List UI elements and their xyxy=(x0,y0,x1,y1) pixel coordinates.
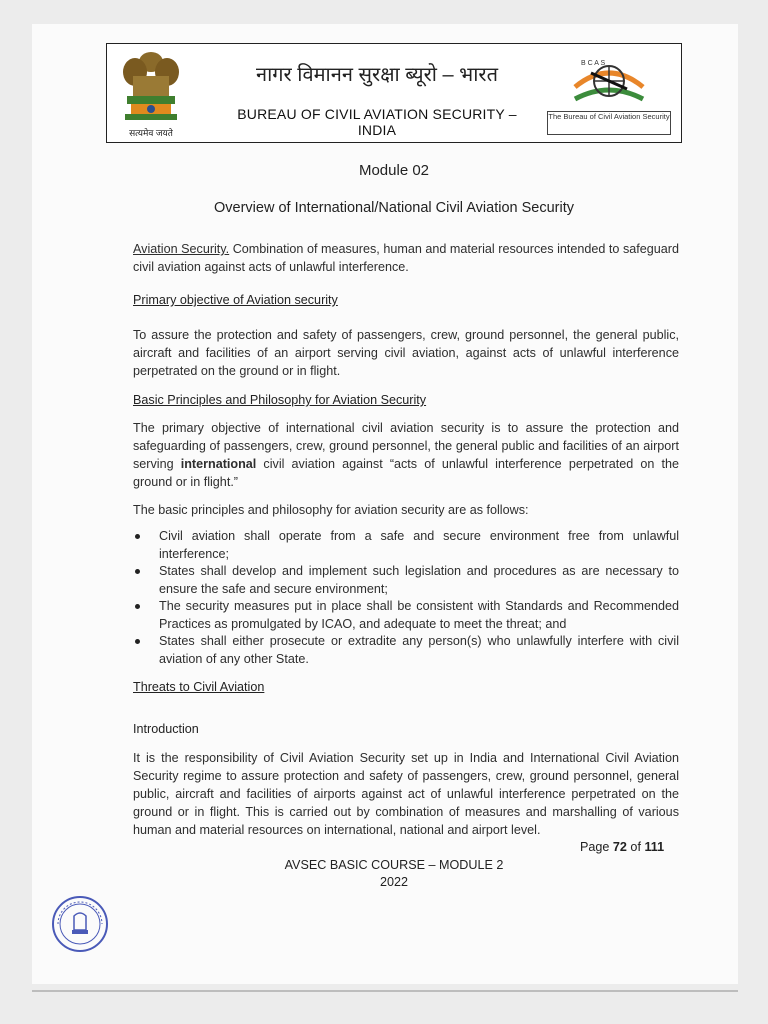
list-item-text: States shall develop and implement such legislation and procedures as are necessary to ensure the safe and secure environment; xyxy=(159,564,679,596)
bcas-logo xyxy=(545,51,673,137)
basic-principles-text-bold: international xyxy=(180,457,257,471)
primary-objective-text: To assure the protection and safety of passengers, crew, ground personnel, the general public, aircraft and facilities of an airport serving civil aviation, against acts of unlawful interference perpetrated on the ground or in flight. xyxy=(133,328,679,378)
document-page xyxy=(32,24,738,984)
list-item-text: Civil aviation shall operate from a safe and secure environment free from unlawful interference; xyxy=(159,529,679,561)
basic-principles-text-start: The primary objective of international civil aviation security is to assure the protection and safeguarding of passengers, crew, ground personnel, the general public and facilities of an airport serving xyxy=(133,421,679,471)
page-total: 111 xyxy=(644,840,665,854)
principles-intro: The basic principles and philosophy for aviation security are as follows: xyxy=(133,503,529,517)
aviation-security-term: Aviation Security. xyxy=(133,242,230,256)
hindi-title: नागर विमानन सुरक्षा ब्यूरो – भारत xyxy=(256,64,498,86)
bcas-globe-icon xyxy=(545,51,673,111)
svg-text:B C A S: B C A S xyxy=(581,60,606,67)
list-item xyxy=(133,598,679,633)
basic-principles-text-end: civil aviation against “acts of unlawful interference perpetrated on the ground or in flight.” xyxy=(133,457,679,489)
list-item-text: The security measures put in place shall be consistent with Standards and Recommended Practices as promulgated by ICAO, and adequate to meet the threat; and xyxy=(159,599,679,631)
basic-principles-text xyxy=(133,419,679,491)
bullet-icon xyxy=(135,534,140,539)
logo-caption: The Bureau of Civil Aviation Security xyxy=(547,111,671,135)
page-current: 72 xyxy=(612,840,627,854)
footer-year: 2022 xyxy=(379,875,409,889)
introduction-text: It is the responsibility of Civil Aviation Security set up in India and International Civil Aviation Security regime to assure protection and safety of passengers, crew, ground personnel, general public, aircraft and facilities of airports against act of unlawful interference perpetrated on the ground or in flight. This is carried out by combination of measures and marshalling of various human and material resources on international, national and airport level. xyxy=(133,751,679,837)
bullet-icon xyxy=(135,639,140,644)
page-bottom-rule xyxy=(32,990,738,992)
aviation-security-text: Combination of measures, human and material resources intended to safeguard civil aviation against acts of unlawful interference. xyxy=(133,242,679,274)
bullet-icon xyxy=(135,569,140,574)
list-item-text: States shall either prosecute or extradite any person(s) who unlawfully interfere with civil aviation of any other State. xyxy=(159,634,679,666)
basic-principles-heading: Basic Principles and Philosophy for Aviation Security xyxy=(133,393,427,407)
threats-heading: Threats to Civil Aviation xyxy=(133,680,265,694)
letterhead xyxy=(106,43,682,143)
principles-list xyxy=(133,528,679,668)
official-seal-stamp xyxy=(50,894,110,954)
page-number xyxy=(580,840,664,854)
emblem-motto: सत्यमेव जयते xyxy=(129,128,173,138)
primary-objective-heading: Primary objective of Aviation security xyxy=(133,293,338,307)
footer-course: AVSEC BASIC COURSE – MODULE 2 xyxy=(284,858,504,872)
module-title: Module 02 xyxy=(358,162,430,179)
english-title: BUREAU OF CIVIL AVIATION SECURITY – INDIA xyxy=(237,106,517,138)
page-prefix: Page xyxy=(580,840,613,854)
overview-title: Overview of International/National Civil Aviation Security xyxy=(214,200,574,216)
list-item xyxy=(133,528,679,563)
list-item xyxy=(133,563,679,598)
aviation-security-definition xyxy=(133,240,679,276)
lion-capital-icon xyxy=(111,48,191,126)
page-of: of xyxy=(626,840,645,854)
list-item xyxy=(133,633,679,668)
introduction-heading: Introduction xyxy=(133,722,199,736)
bullet-icon xyxy=(135,604,140,609)
national-emblem xyxy=(111,48,191,140)
